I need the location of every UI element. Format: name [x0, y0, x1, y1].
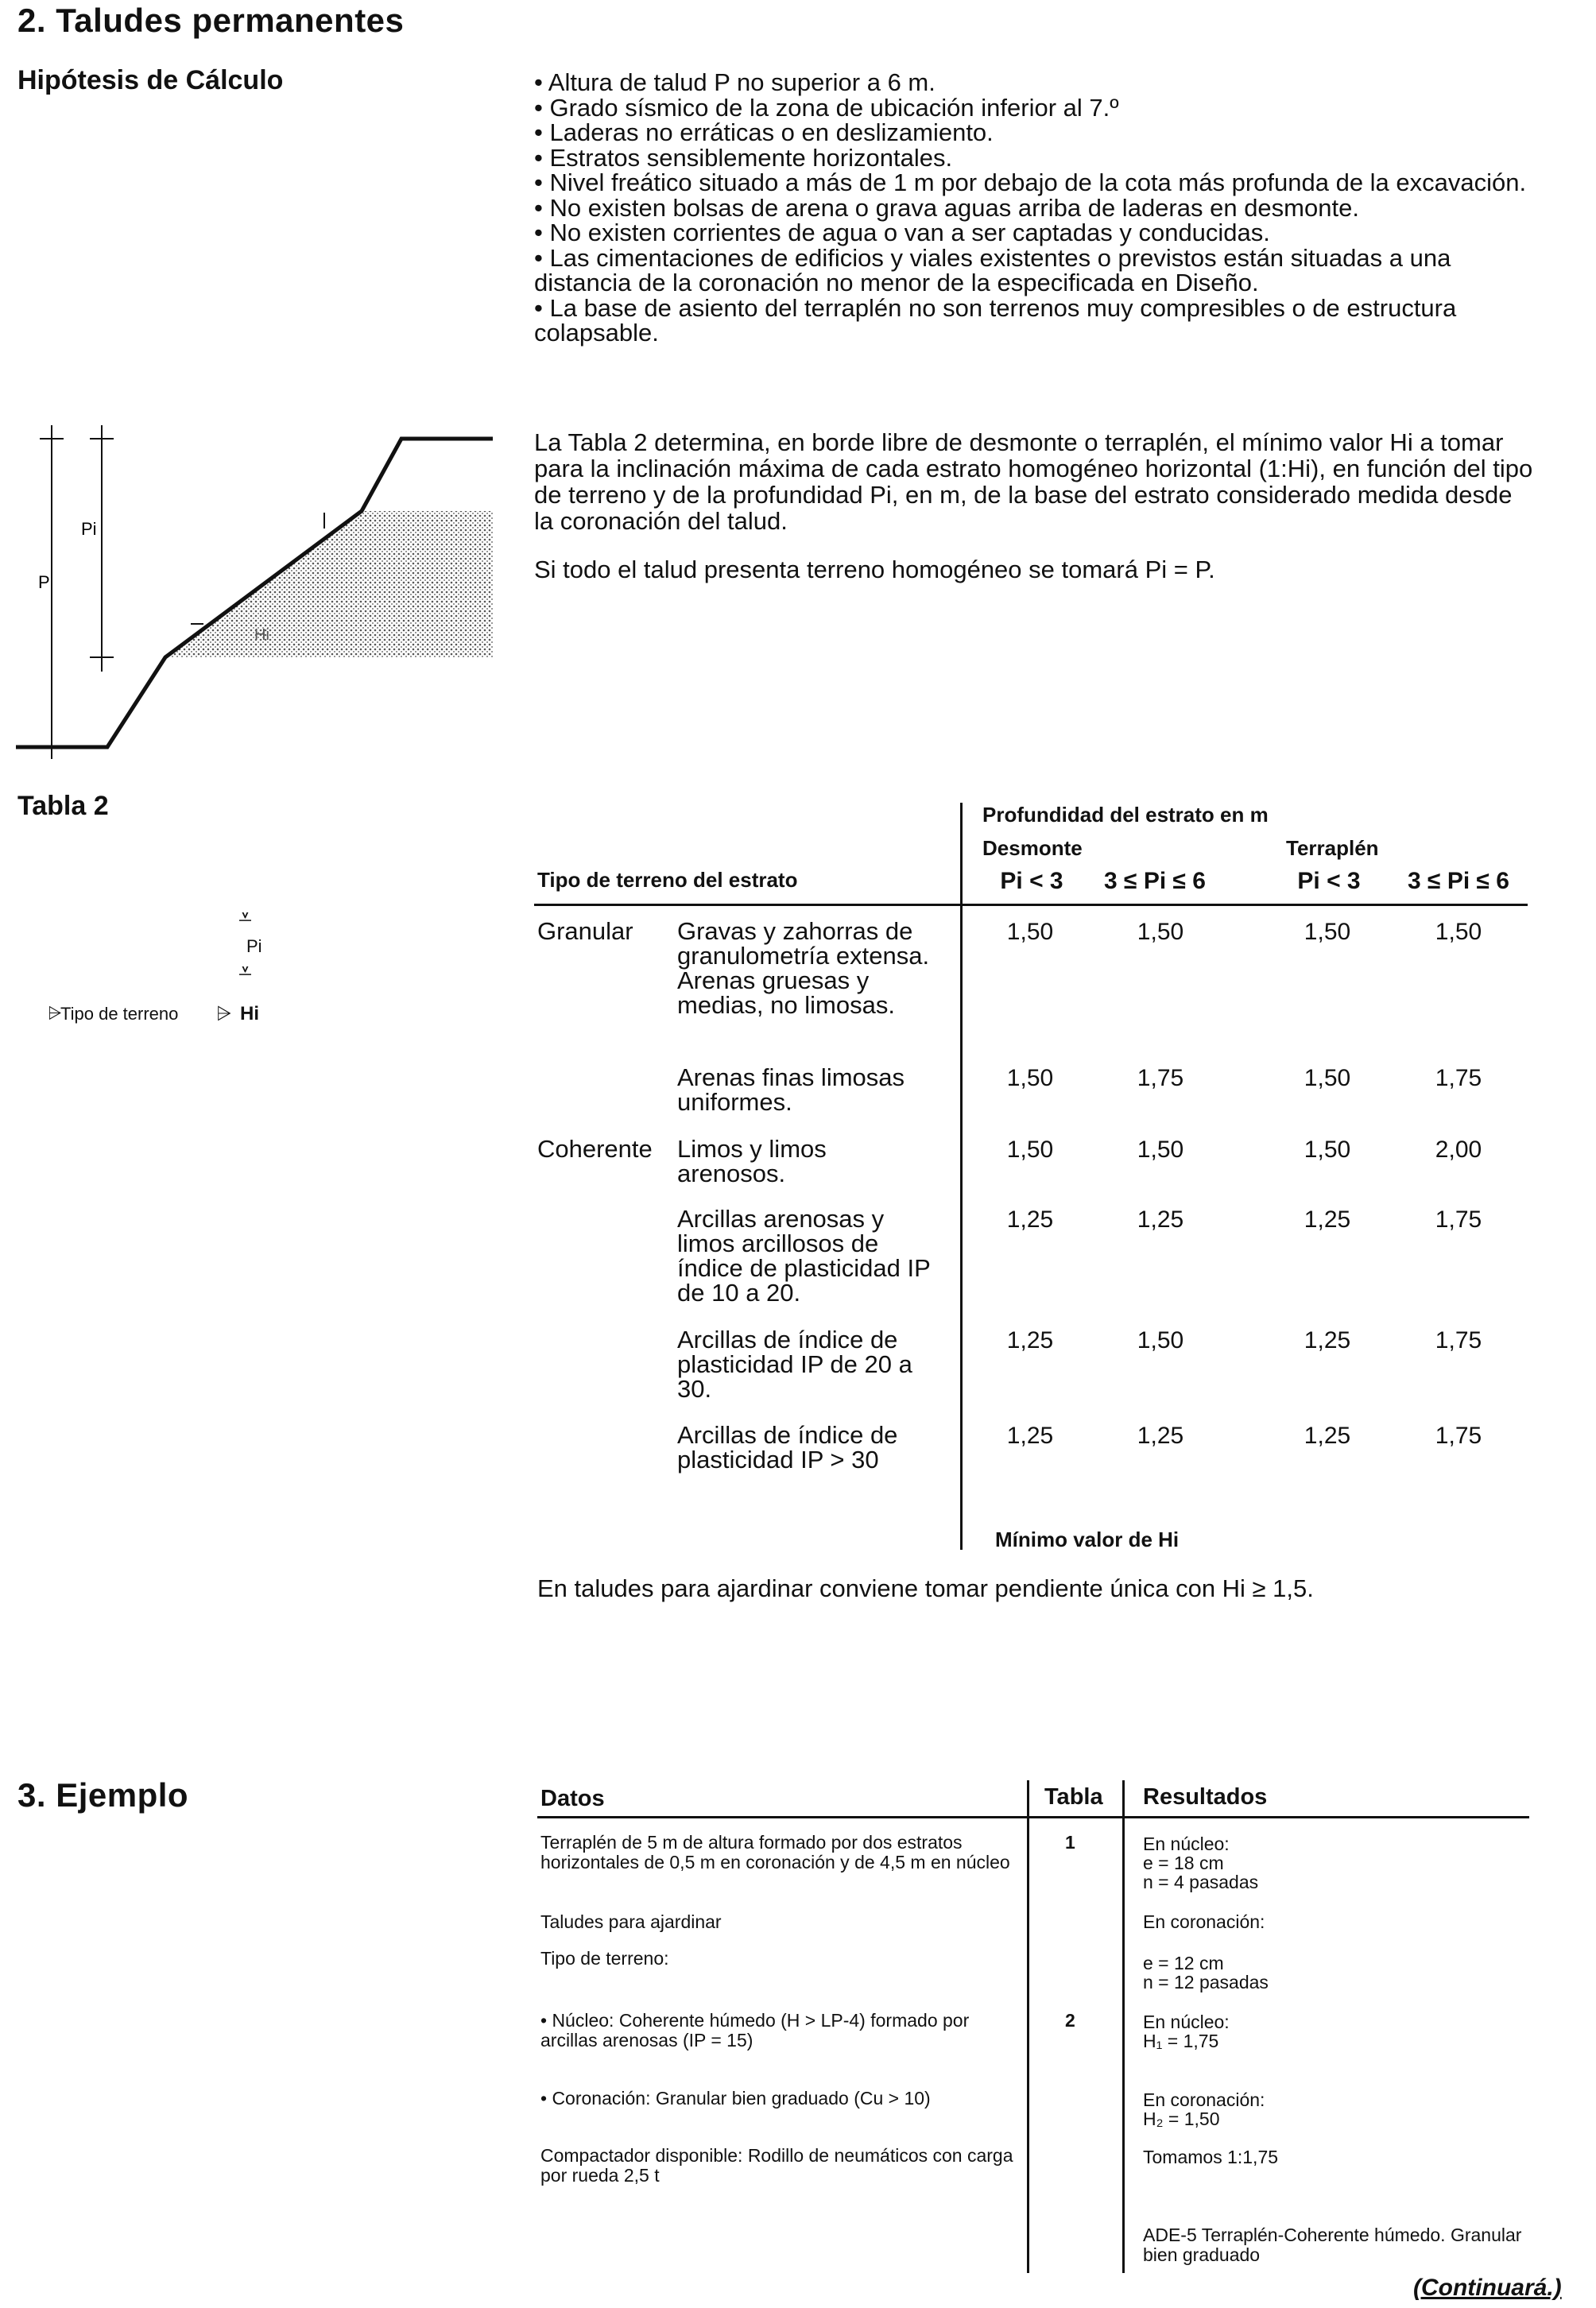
section-title: 3. Ejemplo	[17, 1776, 189, 1814]
table2-value: 1,50	[1304, 1137, 1351, 1163]
list-item: • Grado sísmico de la zona de ubicación inferior al 7.º	[534, 95, 1536, 121]
list-item: • No existen bolsas de arena o grava aguas arriba de laderas en desmonte.	[534, 196, 1536, 221]
resultado: En núcleo:	[1143, 1834, 1230, 1854]
table2-value: 1,25	[1006, 1206, 1054, 1233]
label-p: P	[38, 572, 50, 592]
list-item: • Altura de talud P no superior a 6 m.	[534, 70, 1536, 95]
resultado: ADE-5 Terraplén-Coherente húmedo. Granular bien graduado	[1143, 2225, 1522, 2265]
resultado: En coronación:	[1143, 1911, 1265, 1932]
resultado: En núcleo:	[1143, 2012, 1230, 2032]
resultado: Tomamos 1:1,75	[1143, 2147, 1279, 2167]
flow-pi: Pi	[246, 936, 262, 956]
col-datos: Datos	[540, 1786, 605, 1811]
datos-item: Terraplén de 5 m de altura formado por dos estratos horizontales de 0,5 m en coronación y de 4,5 m en núcleo	[540, 1832, 1010, 1872]
list-item: • Estratos sensiblemente horizontales.	[534, 145, 1536, 171]
col-tabla: Tabla	[1044, 1784, 1103, 1810]
table2-value: 1,75	[1137, 1065, 1184, 1091]
table2-col-desmonte: Desmonte	[982, 836, 1083, 860]
table2-sub: Pi < 3	[1000, 868, 1063, 894]
table2-footer: Mínimo valor de Hi	[995, 1528, 1180, 1551]
table2-desc: Gravas y zahorras de granulometría extensa. Arenas gruesas y medias, no limosas.	[677, 917, 930, 1019]
table2-value: 1,50	[1304, 1065, 1351, 1091]
table2-divider	[960, 803, 963, 1550]
table2-value: 1,25	[1006, 1327, 1054, 1353]
list-item: • Nivel freático situado a más de 1 m por debajo de la cota más profunda de la excavación.	[534, 170, 1536, 196]
list-item: • Las cimentaciones de edificios y viales existentes o previstos están situadas a una distancia de la coronación no menor de la especificada en Diseño.	[534, 246, 1536, 296]
section-title: 2. Taludes permanentes	[17, 2, 405, 39]
datos-item: • Núcleo: Coherente húmedo (H > LP-4) formado por arcillas arenosas (IP = 15)	[540, 2010, 970, 2050]
table2-desc: Arcillas de índice de plasticidad IP > 30	[677, 1421, 898, 1473]
table2-sub: 3 ≤ Pi ≤ 6	[1408, 868, 1509, 894]
table2-value: 1,25	[1137, 1206, 1184, 1233]
table2-value: 1,25	[1304, 1327, 1351, 1353]
arrow-right-icon: ⩥	[48, 1003, 62, 1023]
resultado: e = 18 cm	[1143, 1853, 1224, 1873]
note: En taludes para ajardinar conviene tomar pendiente única con Hi ≥ 1,5.	[537, 1574, 1314, 1602]
arrow-down-icon: ⩡	[238, 904, 252, 931]
table2-value: 1,25	[1137, 1423, 1184, 1449]
resultado: n = 4 pasadas	[1143, 1872, 1259, 1892]
table2-value: 1,50	[1137, 919, 1184, 945]
datos-item: • Coronación: Granular bien graduado (Cu > 10)	[540, 2088, 931, 2109]
table2-label: Tabla 2	[17, 791, 109, 821]
example-divider	[1122, 1780, 1125, 2273]
table2-value: 1,50	[1304, 919, 1351, 945]
flow-hi: Hi	[240, 1003, 259, 1024]
table2-col-tipo: Tipo de terreno del estrato	[537, 868, 798, 892]
resultado: n = 12 pasadas	[1143, 1972, 1269, 1992]
example-rule	[537, 1816, 1529, 1818]
resultado: En coronación:	[1143, 2089, 1265, 2110]
datos-item: Taludes para ajardinar	[540, 1911, 722, 1932]
tabla-ref: 2	[1065, 2010, 1075, 2031]
table2-rule	[534, 904, 1528, 906]
datos-item: Compactador disponible: Rodillo de neumáticos con carga por rueda 2,5 t	[540, 2145, 1013, 2186]
table2-value: 1,75	[1435, 1327, 1482, 1353]
table2-group: Coherente	[537, 1135, 653, 1163]
resultado: H₁ = 1,75	[1143, 2031, 1219, 2051]
continued-label: (Continuará.)	[1413, 2275, 1562, 2301]
table2-value: 1,50	[1006, 1065, 1054, 1091]
table2-value: 1,50	[1137, 1327, 1184, 1353]
table2-value: 1,25	[1304, 1423, 1351, 1449]
resultado: H₂ = 1,50	[1143, 2109, 1220, 2129]
hypothesis-list	[534, 70, 1536, 346]
table2-value: 1,75	[1435, 1423, 1482, 1449]
label-hi: Hi	[254, 626, 269, 644]
table2-value: 1,25	[1006, 1423, 1054, 1449]
table2-value: 2,00	[1435, 1137, 1482, 1163]
hypothesis-heading: Hipótesis de Cálculo	[17, 65, 284, 95]
table2-value: 1,50	[1137, 1137, 1184, 1163]
table2-desc: Arenas finas limosas uniformes.	[677, 1063, 905, 1116]
table2-sub: Pi < 3	[1297, 868, 1361, 894]
table2-col-terraplen: Terraplén	[1286, 836, 1379, 860]
resultado: e = 12 cm	[1143, 1953, 1224, 1973]
arrow-down-icon: ⩡	[238, 958, 252, 985]
table2-desc: Arcillas arenosas y limos arcillosos de índice de plasticidad IP de 10 a 20.	[677, 1205, 931, 1307]
table2-value: 1,50	[1006, 919, 1054, 945]
paragraph-1: La Tabla 2 determina, en borde libre de desmonte o terraplén, el mínimo valor Hi a tomar para la inclinación máxima de cada estrato homogéneo horizontal (1:Hi), en función del tipo de terreno y de la profundidad Pi, en m, de la base del estrato considerado medida desde la coronación del talud.	[534, 428, 1533, 535]
example-divider	[1027, 1780, 1029, 2273]
list-item: • No existen corrientes de agua o van a ser captadas y conducidas.	[534, 220, 1536, 246]
paragraph-2: Si todo el talud presenta terreno homogéneo se tomará Pi = P.	[534, 556, 1215, 583]
list-item: • La base de asiento del terraplén no son terrenos muy compresibles o de estructura colapsable.	[534, 296, 1536, 346]
flow-tipo: Tipo de terreno	[60, 1004, 179, 1024]
col-resultados: Resultados	[1143, 1784, 1268, 1810]
table2-sub: 3 ≤ Pi ≤ 6	[1104, 868, 1206, 894]
label-pi: Pi	[81, 519, 97, 539]
slope-diagram	[16, 409, 509, 775]
table2-value: 1,75	[1435, 1065, 1482, 1091]
datos-item: Tipo de terreno:	[540, 1948, 669, 1969]
arrow-right-icon: ⩥	[216, 1003, 232, 1024]
table2-value: 1,75	[1435, 1206, 1482, 1233]
table2-value: 1,25	[1304, 1206, 1351, 1233]
table2-value: 1,50	[1006, 1137, 1054, 1163]
list-item: • Laderas no erráticas o en deslizamiento.	[534, 120, 1536, 145]
table2-desc: Limos y limos arenosos.	[677, 1135, 827, 1187]
table2-value: 1,50	[1435, 919, 1482, 945]
table2-col-prof: Profundidad del estrato en m	[982, 803, 1269, 827]
tabla-ref: 1	[1065, 1832, 1075, 1853]
table2-desc: Arcillas de índice de plasticidad IP de 20 a 30.	[677, 1326, 912, 1403]
table2-group: Granular	[537, 917, 633, 945]
